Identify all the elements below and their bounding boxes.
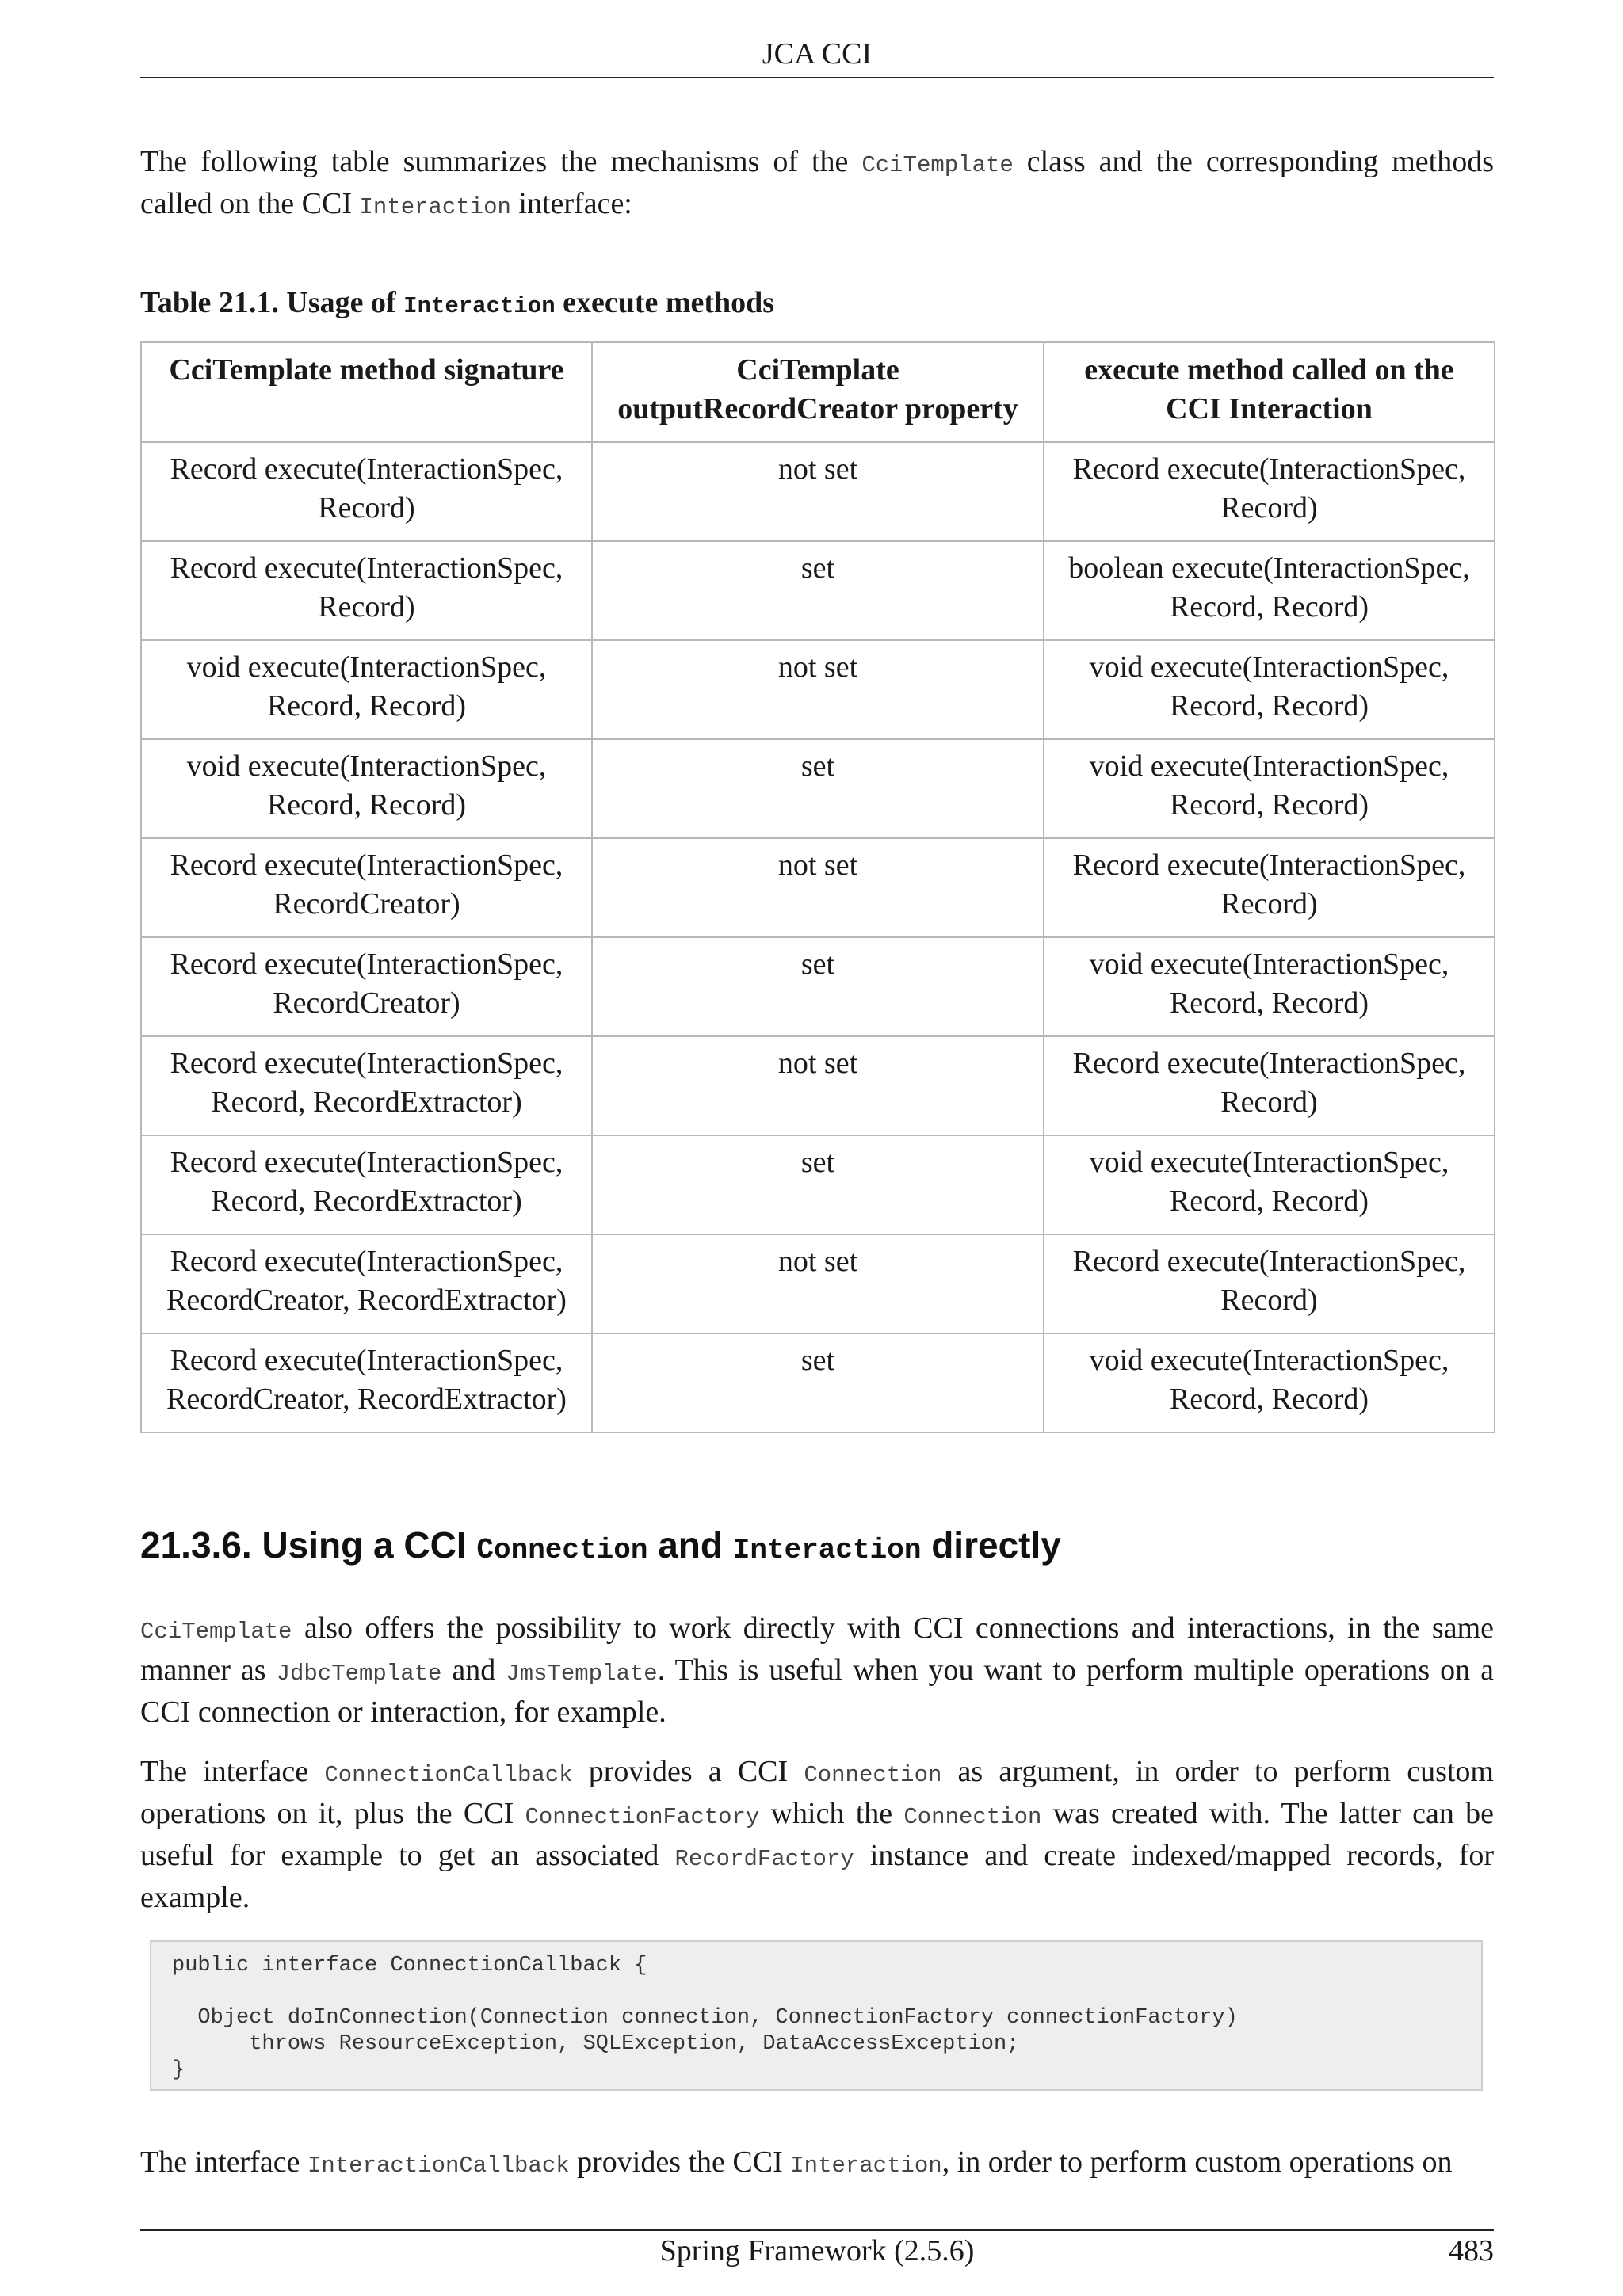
section-heading-code-2: Interaction xyxy=(732,1534,922,1566)
section-heading xyxy=(140,1524,1061,1566)
paragraph-text: The interface xyxy=(140,1755,325,1788)
paragraph-text: The interface xyxy=(140,2145,307,2179)
page-number: 483 xyxy=(1449,2234,1494,2267)
table-cell: void execute(InteractionSpec, Record, Record) xyxy=(141,739,592,838)
inline-code: RecordFactory xyxy=(674,1846,854,1872)
caption-prefix: Table 21.1. Usage of xyxy=(140,286,404,319)
table-row xyxy=(141,838,1495,937)
paragraph-text: was created with. The latter can be useful for example to get an associated xyxy=(140,1797,1494,1872)
table-cell: not set xyxy=(592,838,1044,937)
table-cell: set xyxy=(592,739,1044,838)
intro-code-1: CciTemplate xyxy=(861,152,1014,178)
table-cell: Record execute(InteractionSpec, RecordCreator, RecordExtractor) xyxy=(141,1234,592,1333)
table-cell: void execute(InteractionSpec, Record, Record) xyxy=(1044,1135,1495,1234)
paragraph-text: provides the CCI xyxy=(569,2145,791,2179)
table-cell: void execute(InteractionSpec, Record, Record) xyxy=(1044,640,1495,739)
table-cell: Record execute(InteractionSpec, RecordCreator) xyxy=(141,838,592,937)
column-header: CciTemplate outputRecordCreator property xyxy=(592,342,1044,442)
table-cell: not set xyxy=(592,640,1044,739)
section-heading-and: and xyxy=(647,1524,733,1566)
table-row xyxy=(141,739,1495,838)
paragraph-text: which the xyxy=(759,1797,904,1830)
table-cell: set xyxy=(592,1135,1044,1234)
table-cell: Record execute(InteractionSpec, RecordCreator) xyxy=(141,937,592,1036)
table-row xyxy=(141,1234,1495,1333)
intro-text-2: class and the corresponding methods called on the CCI xyxy=(140,145,1495,220)
column-header: CciTemplate method signature xyxy=(141,342,592,442)
table-cell: Record execute(InteractionSpec, Record, RecordExtractor) xyxy=(141,1036,592,1135)
table-cell: Record execute(InteractionSpec, Record) xyxy=(1044,838,1495,937)
inline-code: InteractionCallback xyxy=(307,2153,570,2179)
table-cell: not set xyxy=(592,442,1044,541)
table-cell: not set xyxy=(592,1234,1044,1333)
paragraph-text: , in order to perform custom operations on xyxy=(941,2145,1453,2179)
table-cell: set xyxy=(592,1333,1044,1432)
table-cell: Record execute(InteractionSpec, Record, RecordExtractor) xyxy=(141,1135,592,1234)
footer-rule xyxy=(140,2229,1494,2231)
table-cell: void execute(InteractionSpec, Record, Record) xyxy=(1044,937,1495,1036)
table-cell: set xyxy=(592,937,1044,1036)
usage-table xyxy=(140,341,1495,1433)
table-cell: Record execute(InteractionSpec, RecordCreator, RecordExtractor) xyxy=(141,1333,592,1432)
table-cell: Record execute(InteractionSpec, Record) xyxy=(141,442,592,541)
running-header: JCA CCI xyxy=(762,37,873,71)
inline-code: Connection xyxy=(903,1804,1042,1830)
paragraph-text: as argument, in order to perform custom operations on it, plus the CCI xyxy=(140,1755,1494,1830)
inline-code: ConnectionCallback xyxy=(324,1762,573,1788)
paragraph-text: . This is useful when you want to perform multiple operations on a CCI connection or interaction, for example. xyxy=(140,1653,1495,1729)
table-cell: Record execute(InteractionSpec, Record) xyxy=(1044,1036,1495,1135)
table-caption xyxy=(140,285,774,320)
section-heading-text: 21.3.6. Using a CCI xyxy=(140,1524,477,1566)
section-heading-code-1: Connection xyxy=(476,1534,648,1566)
intro-code-2: Interaction xyxy=(359,194,511,220)
table-cell: void execute(InteractionSpec, Record, Record) xyxy=(141,640,592,739)
header-rule xyxy=(140,77,1494,78)
table-row xyxy=(141,1036,1495,1135)
table-row xyxy=(141,937,1495,1036)
paragraph-text: and xyxy=(441,1653,506,1687)
paragraph-connection-callback xyxy=(140,1753,1494,1917)
table-row xyxy=(141,1135,1495,1234)
column-header: execute method called on the CCI Interaction xyxy=(1044,342,1495,442)
footer-title: Spring Framework (2.5.6) xyxy=(659,2234,975,2267)
table-cell: set xyxy=(592,541,1044,640)
table-row xyxy=(141,541,1495,640)
paragraph-text: instance and create indexed/mapped records, for example. xyxy=(140,1839,1494,1914)
table-cell: Record execute(InteractionSpec, Record) xyxy=(1044,1234,1495,1333)
intro-paragraph xyxy=(140,143,1494,227)
inline-code: Connection xyxy=(804,1762,942,1788)
table-cell: Record execute(InteractionSpec, Record) xyxy=(141,541,592,640)
intro-text-3: interface: xyxy=(510,187,632,220)
table-cell: void execute(InteractionSpec, Record, Record) xyxy=(1044,739,1495,838)
table-cell: void execute(InteractionSpec, Record, Record) xyxy=(1044,1333,1495,1432)
code-block: public interface ConnectionCallback { Object doInConnection(Connection connection, ConnectionFactory connectionFactory) throws ResourceException, SQLException, DataAccessException; } xyxy=(150,1940,1483,2091)
inline-code: CciTemplate xyxy=(140,1619,292,1645)
paragraph-text: also offers the possibility to work directly with CCI connections and interactions, in the same manner as xyxy=(140,1611,1494,1687)
paragraph-ccitemplate xyxy=(140,1609,1494,1732)
table-row xyxy=(141,640,1495,739)
inline-code: ConnectionFactory xyxy=(525,1804,760,1830)
paragraph-text: provides a CCI xyxy=(572,1755,804,1788)
caption-suffix: execute methods xyxy=(555,286,775,319)
intro-text-1: The following table summarizes the mechanisms of the xyxy=(140,145,862,178)
section-heading-suffix: directly xyxy=(921,1524,1061,1566)
table-cell: not set xyxy=(592,1036,1044,1135)
table-cell: Record execute(InteractionSpec, Record) xyxy=(1044,442,1495,541)
table-row xyxy=(141,442,1495,541)
inline-code: Interaction xyxy=(790,2153,942,2179)
caption-code: Interaction xyxy=(403,293,556,319)
table-row xyxy=(141,1333,1495,1432)
table-cell: boolean execute(InteractionSpec, Record, Record) xyxy=(1044,541,1495,640)
inline-code: JdbcTemplate xyxy=(276,1661,442,1687)
paragraph-interaction-callback xyxy=(140,2143,1494,2185)
table-header-row xyxy=(141,342,1495,442)
inline-code: JmsTemplate xyxy=(506,1661,658,1687)
